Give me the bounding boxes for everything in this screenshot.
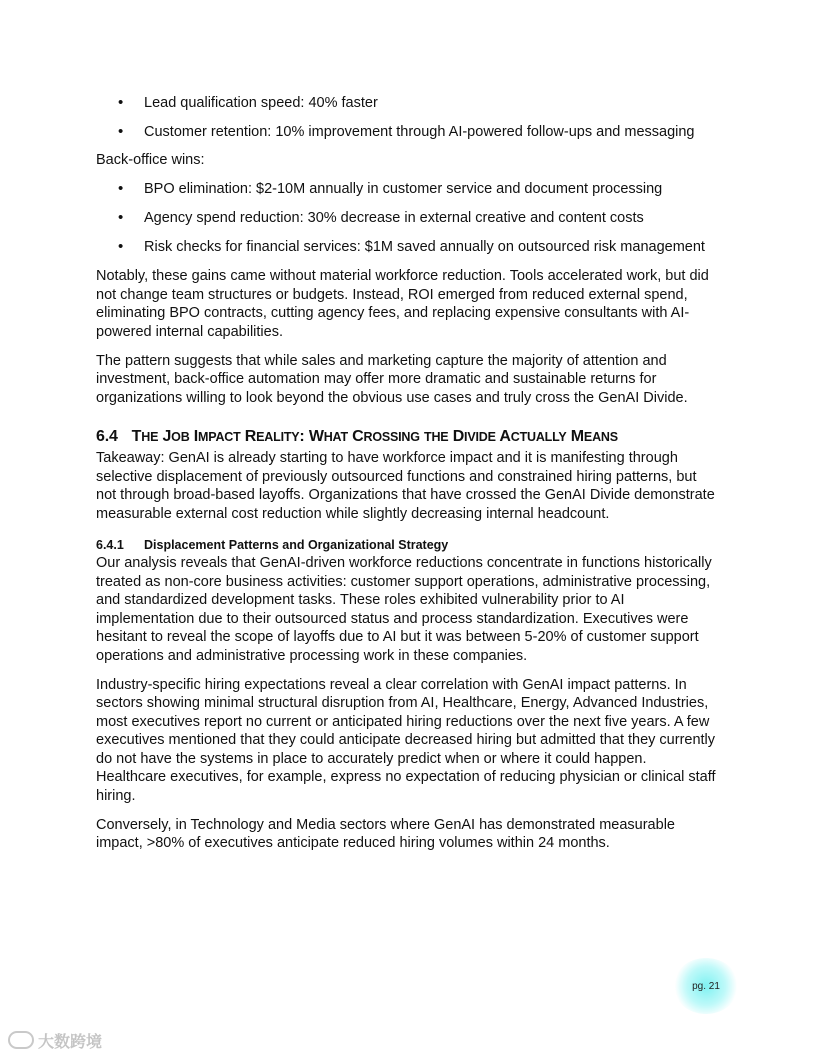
list-item: • Risk checks for financial services: $1M saved annually on outsourced risk management xyxy=(96,238,720,257)
bullet-list-sales xyxy=(96,94,720,142)
section-title: THE JOB IMPACT REALITY: WHAT CROSSING THE DIVIDE ACTUALLY MEANS xyxy=(131,428,618,445)
list-item: • Lead qualification speed: 40% faster xyxy=(96,94,720,113)
subsection-number: 6.4.1 xyxy=(96,538,124,552)
document-page xyxy=(96,94,720,863)
paragraph-analysis: Our analysis reveals that GenAI-driven workforce reductions concentrate in functions historically treated as non-core business activities: customer support operations, administrative processing, and standardized development tasks. These roles exhibited vulnerability prior to AI implementation due to their outsourced status and process standardization. Executives were hesitant to reveal the scope of layoffs due to AI but it was between 5-20% of customer support operations and administrative processing work in these companies. xyxy=(96,555,712,664)
paragraph-workforce: Notably, these gains came without material workforce reduction. Tools accelerated work, but did not change team structures or budgets. Instead, ROI emerged from reduced external spend, eliminating BPO contracts, cutting agency fees, and replacing expensive consultants with AI-powered internal capabilities. xyxy=(96,268,709,340)
list-item: • Customer retention: 10% improvement through AI-powered follow-ups and messaging xyxy=(96,123,720,142)
watermark-text: 大数跨境 xyxy=(38,1033,103,1051)
paragraph-conversely: Conversely, in Technology and Media sectors where GenAI has demonstrated measurable impact, >80% of executives anticipate reduced hiring volumes within 24 months. xyxy=(96,816,675,851)
list-item: • Agency spend reduction: 30% decrease in external creative and content costs xyxy=(96,209,720,228)
watermark xyxy=(8,1028,102,1052)
bullet-list-backoffice xyxy=(96,180,720,257)
paragraph-pattern: The pattern suggests that while sales and marketing capture the majority of attention and investment, back-office automation may offer more dramatic and sustainable returns for organizations willing to look beyond the obvious use cases and truly cross the GenAI Divide. xyxy=(96,352,688,406)
section-number: 6.4 xyxy=(96,428,118,445)
watermark-logo-icon xyxy=(8,1031,34,1049)
paragraph-industry: Industry-specific hiring expectations reveal a clear correlation with GenAI impact patterns. In sectors showing minimal structural disruption from AI, Healthcare, Energy, Advanced Industries, most executives report no current or anticipated hiring reductions over the next five years. A few executives mentioned that they could anticipate decreased hiring but admitted that they currently do not have the systems in place to accurately predict when or where it could happen. Healthcare executives, for example, express no expectation of reducing physician or clinical staff hiring. xyxy=(96,676,716,804)
subsection-heading-6-4-1 xyxy=(96,537,720,554)
takeaway-paragraph: Takeaway: GenAI is already starting to have workforce impact and it is manifesting through selective displacement of previously outsourced functions and constrained hiring patterns, but not through broad-based layoffs. Organizations that have crossed the GenAI Divide demonstrate measurable external cost reduction while slightly decreasing internal headcount. xyxy=(96,450,715,522)
list-item: • BPO elimination: $2-10M annually in customer service and document processing xyxy=(96,180,720,199)
page-number-badge xyxy=(673,958,739,1014)
backoffice-label: Back-office wins: xyxy=(96,152,205,168)
section-heading-6-4 xyxy=(96,427,720,447)
subsection-title: Displacement Patterns and Organizational Strategy xyxy=(144,538,449,552)
page-number: pg. 21 xyxy=(692,980,720,992)
